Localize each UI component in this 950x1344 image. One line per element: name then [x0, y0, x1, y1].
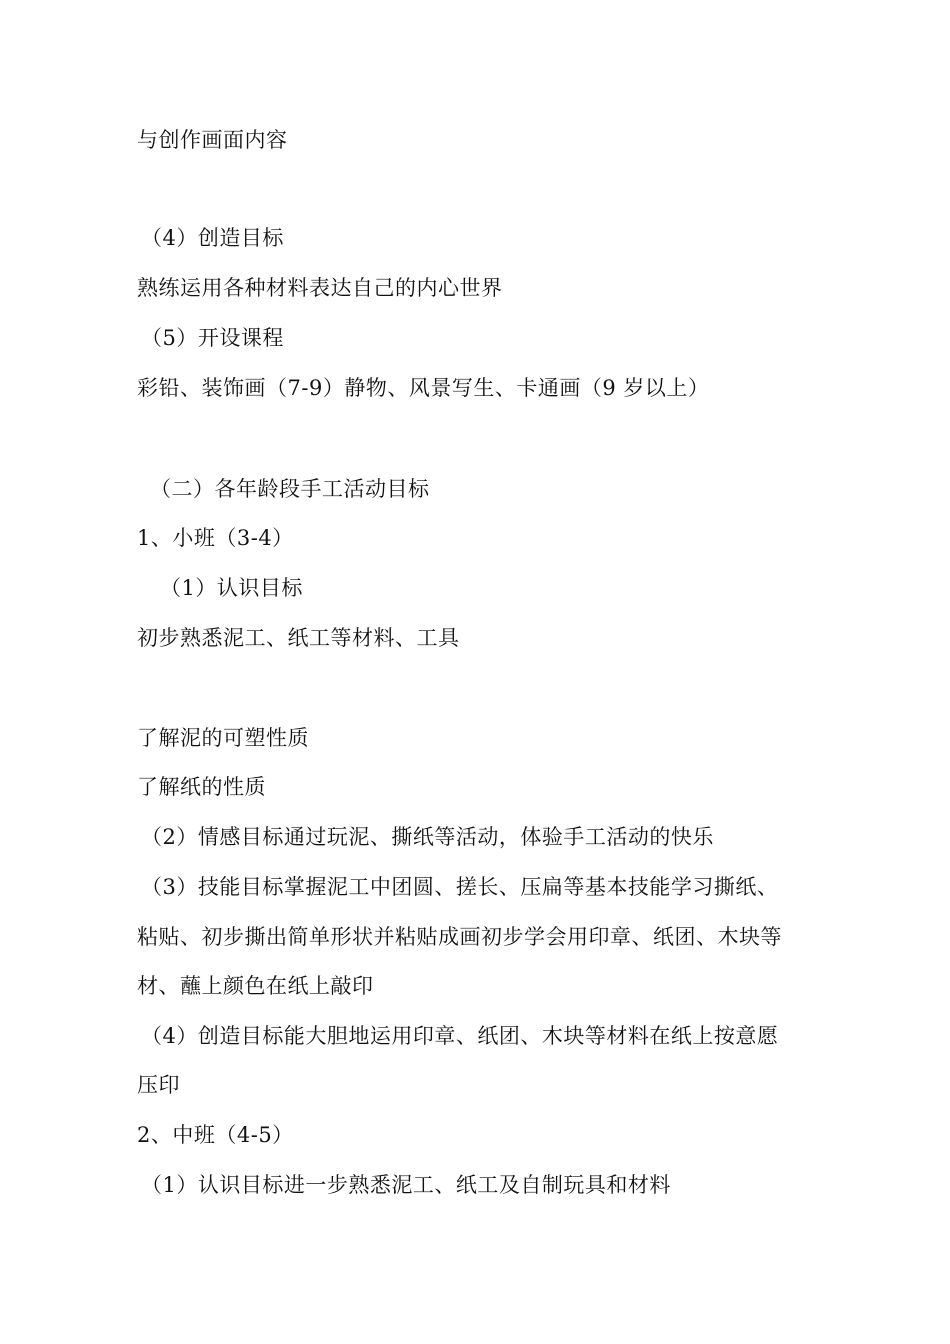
text-line: （2）情感目标通过玩泥、撕纸等活动，体验手工活动的快乐 [141, 825, 714, 849]
text-line: 材、蘸上颜色在纸上敲印 [137, 974, 374, 998]
text-line: （4）创造目标能大胆地运用印章、纸团、木块等材料在纸上按意愿 [141, 1024, 779, 1048]
text-line: 了解泥的可塑性质 [137, 726, 309, 750]
text-line: 初步熟悉泥工、纸工等材料、工具 [137, 626, 460, 650]
text-line: 与创作画面内容 [137, 128, 288, 152]
section-heading: 1、小班（3-4） [137, 526, 294, 550]
section-heading: （1）认识目标 [160, 576, 303, 600]
text-line: 熟练运用各种材料表达自己的内心世界 [137, 276, 503, 300]
section-heading: （4）创造目标 [141, 226, 284, 250]
section-heading: （二）各年龄段手工活动目标 [150, 477, 430, 501]
text-line: 了解纸的性质 [137, 775, 266, 799]
text-line: 彩铅、装饰画（7-9）静物、风景写生、卡通画（9 岁以上） [137, 376, 710, 400]
section-heading: 2、中班（4-5） [137, 1123, 294, 1147]
text-line: 压印 [137, 1073, 180, 1097]
section-heading: （5）开设课程 [141, 326, 284, 350]
text-line: （1）认识目标进一步熟悉泥工、纸工及自制玩具和材料 [141, 1173, 671, 1197]
text-line: （3）技能目标掌握泥工中团圆、搓长、压扁等基本技能学习撕纸、 [141, 875, 779, 899]
text-line: 粘贴、初步撕出简单形状并粘贴成画初步学会用印章、纸团、木块等 [137, 925, 782, 949]
